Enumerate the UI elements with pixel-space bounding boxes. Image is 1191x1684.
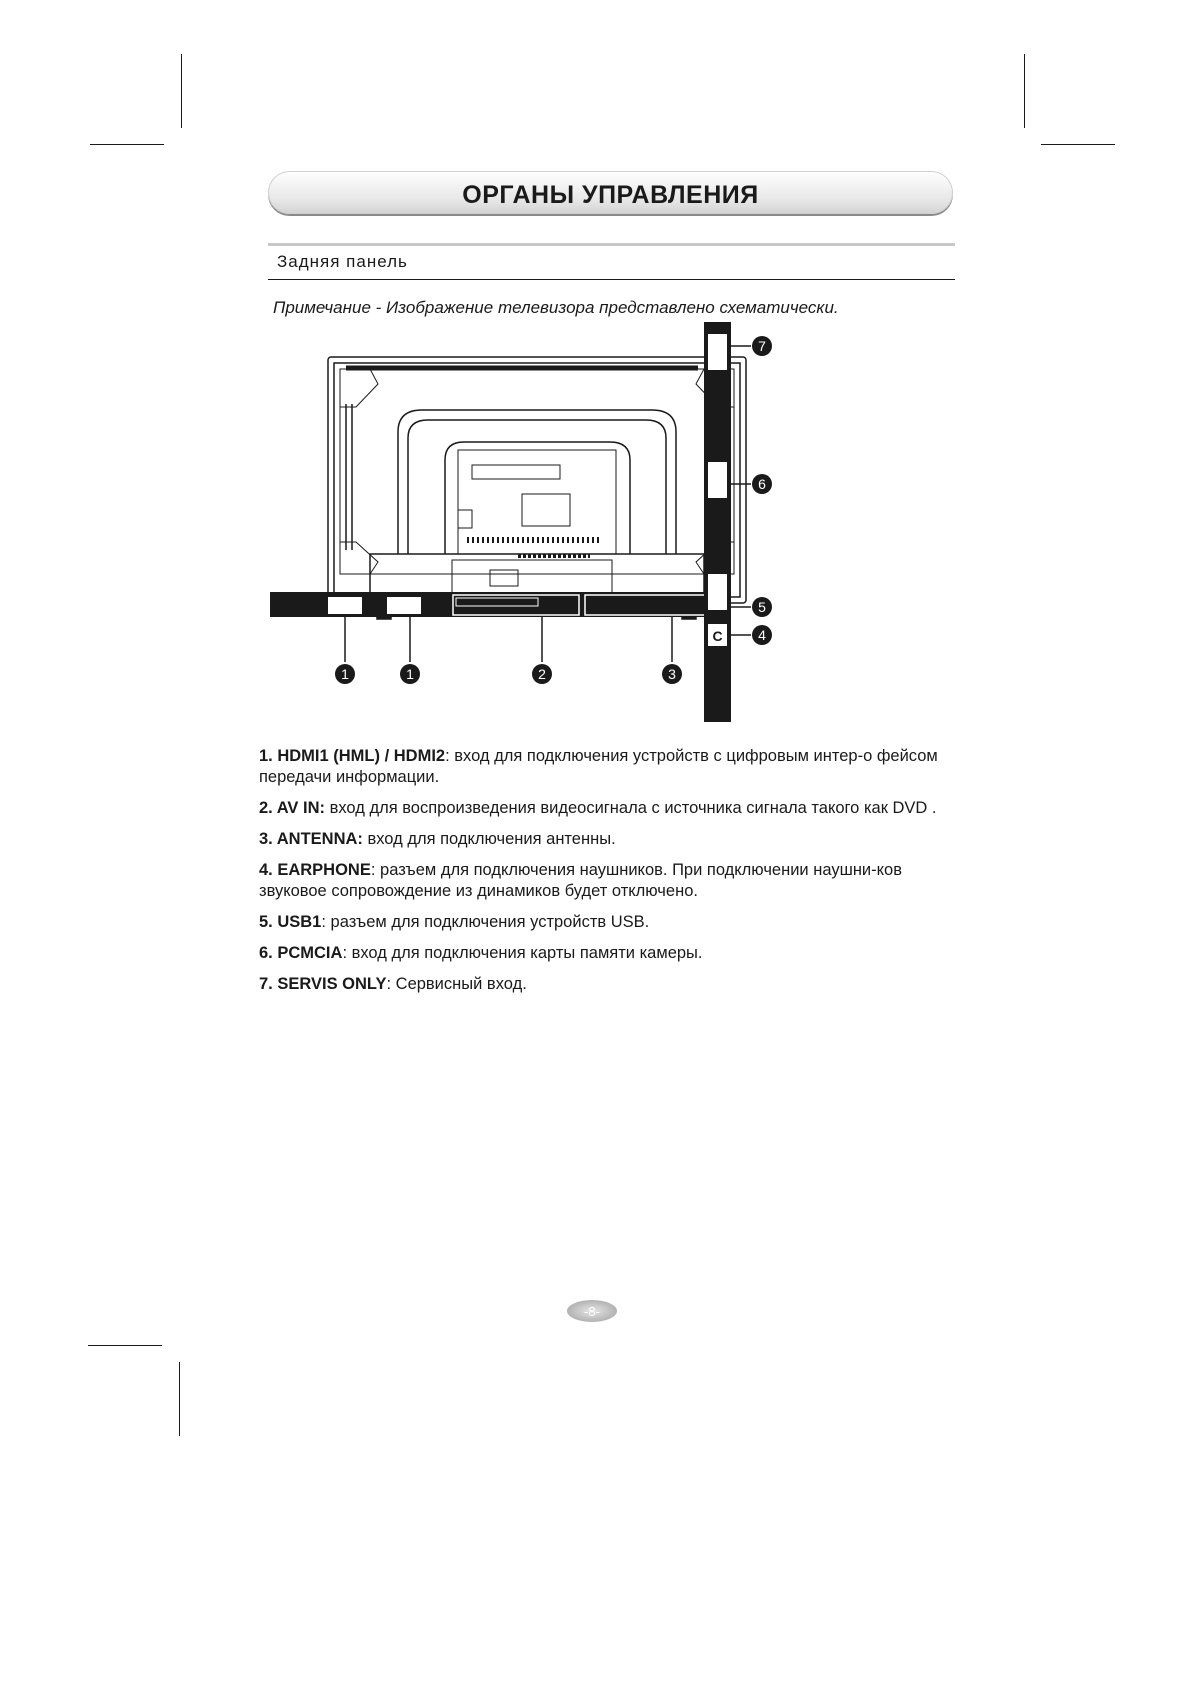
crop-mark-top-right-vertical bbox=[1024, 54, 1025, 128]
hdmi2-port bbox=[387, 597, 421, 614]
list-item bbox=[259, 943, 959, 964]
rear-panel-diagram bbox=[260, 322, 840, 722]
callout-5 bbox=[752, 597, 772, 617]
servis-port bbox=[708, 334, 727, 370]
section-rule-top bbox=[268, 243, 955, 246]
note-text: Примечание - Изображение телевизора представлено схематически. bbox=[273, 298, 839, 317]
item-term: 3. ANTENNA: bbox=[259, 830, 363, 848]
housing-contour bbox=[398, 410, 676, 554]
pcmcia-port bbox=[708, 462, 727, 498]
item-text: : Сервисный вход. bbox=[386, 975, 527, 993]
list-item bbox=[259, 860, 959, 902]
item-term: 2. AV IN: bbox=[259, 799, 326, 817]
hdmi1-port bbox=[328, 597, 362, 614]
item-text: : вход для подключения устройств с цифровым интер-о фейсом передачи информации. bbox=[259, 747, 938, 786]
item-term: 4. EARPHONE bbox=[259, 861, 371, 879]
tv-back-outline bbox=[328, 357, 746, 619]
port-description-list bbox=[259, 746, 959, 1005]
crop-mark-top-left-horizontal bbox=[90, 144, 164, 145]
item-term: 1. HDMI1 (HML) / HDMI2 bbox=[259, 747, 446, 765]
item-term: 5. USB1 bbox=[259, 913, 322, 931]
page-title-bar bbox=[268, 171, 953, 214]
item-text: : вход для подключения карты памяти камеры. bbox=[342, 944, 703, 962]
callout-6 bbox=[752, 474, 772, 494]
callout-4 bbox=[752, 625, 772, 645]
svg-text:1: 1 bbox=[406, 666, 414, 682]
item-text: : разъем для подключения устройств USB. bbox=[321, 913, 650, 931]
list-item bbox=[259, 829, 959, 850]
svg-text:5: 5 bbox=[758, 599, 766, 615]
page-number: -8- bbox=[567, 1300, 617, 1322]
crop-mark-top-left-vertical bbox=[181, 54, 182, 128]
section-title: Задняя панель bbox=[277, 252, 408, 271]
callout-1b bbox=[400, 664, 420, 684]
item-term: 7. SERVIS ONLY bbox=[259, 975, 387, 993]
callout-3 bbox=[662, 664, 682, 684]
page-title: ОРГАНЫ УПРАВЛЕНИЯ bbox=[462, 181, 759, 209]
list-item bbox=[259, 798, 959, 819]
list-item bbox=[259, 912, 959, 933]
svg-text:2: 2 bbox=[538, 666, 546, 682]
svg-text:4: 4 bbox=[758, 627, 766, 643]
item-text: вход для воспроизведения видеосигнала с источника сигнала такого как DVD . bbox=[325, 799, 937, 817]
item-text: : разъем для подключения наушников. При подключении наушни-ков звуковое сопровождение из динамиков будет отключено. bbox=[259, 861, 902, 900]
callout-2 bbox=[532, 664, 552, 684]
svg-text:1: 1 bbox=[341, 666, 349, 682]
crop-mark-bottom-left-vertical bbox=[179, 1362, 180, 1436]
side-port-strip bbox=[704, 322, 731, 722]
section-rule-bottom bbox=[268, 279, 955, 280]
usb-port bbox=[708, 574, 727, 610]
crop-mark-bottom-left-horizontal bbox=[88, 1345, 162, 1346]
svg-text:C: C bbox=[712, 628, 723, 644]
svg-text:3: 3 bbox=[668, 666, 676, 682]
list-item bbox=[259, 974, 959, 995]
item-term: 6. PCMCIA bbox=[259, 944, 343, 962]
item-text: вход для подключения антенны. bbox=[362, 830, 616, 848]
svg-text:6: 6 bbox=[758, 476, 766, 492]
tv-outer-frame bbox=[328, 357, 746, 603]
tv-inner-frame bbox=[334, 363, 740, 597]
callout-7 bbox=[752, 336, 772, 356]
list-item bbox=[259, 746, 959, 788]
crop-mark-top-right-horizontal bbox=[1041, 144, 1115, 145]
callout-1a bbox=[335, 664, 355, 684]
svg-text:7: 7 bbox=[758, 338, 766, 354]
